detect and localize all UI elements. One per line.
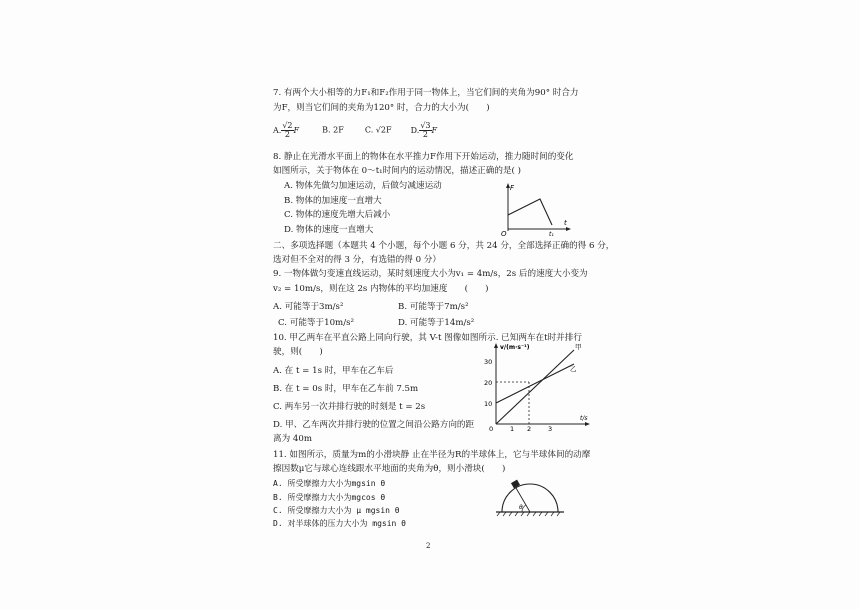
q10-option-c: C. 两车另一次并排行驶的时刻是 t = 2s xyxy=(273,402,426,412)
q9-option-b: B. 可能等于7m/s² xyxy=(398,302,469,312)
q8-force-time-graph xyxy=(500,181,572,237)
q10-x-tick-3: 3 xyxy=(548,425,553,432)
q11-option-c: C. 所受摩擦力大小为 μ mgsin θ xyxy=(273,506,400,515)
q8-option-d: D. 物体的速度一直增大 xyxy=(284,225,374,235)
q10-line1: 10. 甲乙两车在平直公路上同向行驶，其 V-t 图像如图所示. 已知两车在t时并排行 xyxy=(273,333,582,343)
q10-velocity-time-graph xyxy=(474,340,594,432)
q7-line1: 7. 有两个大小相等的力F₁和F₂作用于同一物体上，当它们间的夹角为90° 时合力 xyxy=(273,88,579,98)
q10-x-axis-label: t/s xyxy=(580,415,588,422)
q8-line1: 8. 静止在光滑水平面上的物体在水平推力F作用下开始运动，推力随时间的变化 xyxy=(273,152,574,162)
q10-series-yi-line xyxy=(496,364,574,403)
page-number: 2 xyxy=(426,542,431,550)
q8-x-arrow xyxy=(566,227,571,231)
q11-option-d: D. 对半球体的压力大小为 mgsin θ xyxy=(273,519,406,528)
q10-y-tick-20: 20 xyxy=(484,379,493,387)
q10-x-tick-1: 1 xyxy=(510,425,515,432)
q8-t1-label: t₁ xyxy=(549,231,554,237)
section2-line2: 选对但不全对的得 3 分，有选错的得 0 分） xyxy=(273,255,441,265)
q9-option-d: D. 可能等于14m/s² xyxy=(398,318,475,328)
q8-origin-label: O xyxy=(501,230,507,237)
q7-options xyxy=(273,122,437,139)
q8-option-b: B. 物体的加速度一直增大 xyxy=(284,196,382,206)
q10-y-tick-30: 30 xyxy=(484,358,493,366)
q10-x-arrow xyxy=(585,422,590,426)
q10-option-a: A. 在 t = 1s 时，甲车在乙车后 xyxy=(273,366,394,376)
q11-hemisphere xyxy=(502,484,558,512)
q10-series-jia-label: 甲 xyxy=(575,343,582,351)
q10-x-tick-2: 2 xyxy=(527,425,532,432)
q9-option-c: C. 可能等于10m/s² xyxy=(278,318,354,328)
q11-option-b: B. 所受摩擦力大小为mgcos θ xyxy=(273,493,386,502)
q9-line2: v₂ = 10m/s，则在这 2s 内物体的平均加速度 ( ) xyxy=(273,284,489,294)
q8-force-curve xyxy=(508,199,552,225)
q8-option-c: C. 物体的速度先增大后减小 xyxy=(284,210,391,220)
q8-x-label: t xyxy=(564,219,567,227)
q7-option-d: D. $\frac{√3}{2}$ F xyxy=(410,121,438,139)
q10-series-jia-line xyxy=(496,350,574,424)
q10-y-arrow xyxy=(494,343,498,348)
q11-line2: 擦因数μ它与球心连线跟水平地面的夹角为θ，则小滑块( ) xyxy=(273,464,506,474)
section2-line1: 二、多项选择题（本题共 4 个小题，每个小题 6 分，共 24 分，全部选择正确的得 6 分， xyxy=(273,241,615,251)
q10-y-axis-label: v/(m·s⁻¹) xyxy=(500,344,530,351)
q7-option-a: A. $\frac{√2}{2}$ F xyxy=(273,121,300,139)
q10-option-d-line2: 离为 40m xyxy=(273,434,313,444)
q9-line1: 9. 一物体做匀变速直线运动，某时刻速度大小为v₁ = 4m/s，2s 后的速度大小变为 xyxy=(273,269,588,279)
q8-y-label: F xyxy=(510,184,515,192)
q7-option-c: C. √2F xyxy=(364,125,392,135)
q10-line2: 驶，则( ) xyxy=(273,347,323,357)
q10-series-yi-label: 乙 xyxy=(570,365,577,373)
q11-option-a: A. 所受摩擦力大小为mgsin θ xyxy=(273,479,386,488)
q11-angle-label: θ xyxy=(519,504,523,511)
q8-option-a: A. 物体先做匀加速运动，后做匀减速运动 xyxy=(284,181,442,191)
q10-y-tick-10: 10 xyxy=(484,400,493,408)
q7-option-b: B. 2F xyxy=(322,125,344,135)
q10-option-d-line1: D. 甲、乙车两次并排行驶的位置之间沿公路方向的距 xyxy=(273,420,475,430)
q10-option-b: B. 在 t = 0s 时，甲车在乙车前 7.5m xyxy=(273,384,419,394)
q11-hemisphere-figure xyxy=(492,476,568,520)
q11-line1: 11. 如图所示，质量为m的小滑块静 止在半径为R的半球体上，它与半球体间的动摩 xyxy=(273,450,591,460)
q11-slider-block xyxy=(511,480,520,489)
q8-line2: 如图所示，关于物体在 0～t₁时间内的运动情况，描述正确的是( ) xyxy=(273,166,521,176)
q10-x-tick-0: 0 xyxy=(489,425,494,432)
q9-option-a: A. 可能等于3m/s² xyxy=(273,302,344,312)
q7-line2: 为F，则当它们间的夹角为120° 时，合力的大小为( ) xyxy=(273,103,490,113)
